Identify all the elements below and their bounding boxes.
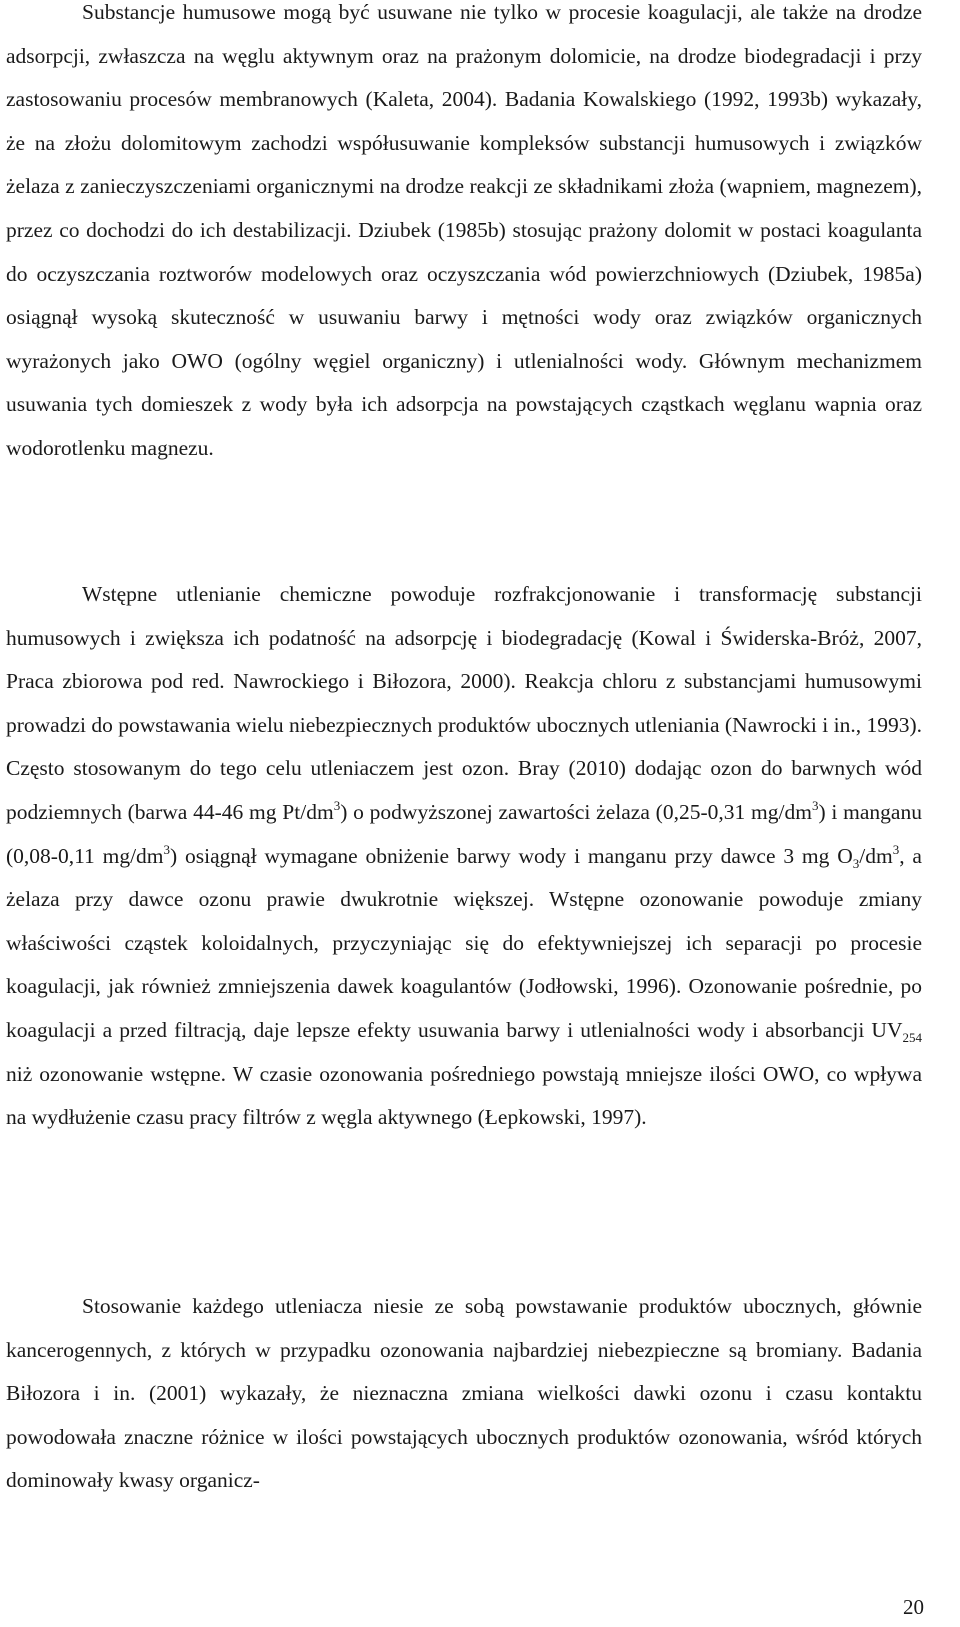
page-number: 20 [903,1595,924,1619]
paragraph-text: , a żelaza przy dawce ozonu prawie dwukrotnie większej. Wstępne ozonowanie powoduje zmiany właściwości cząstek koloidalnych, przyczyniając się do efektywniejszej ich separacji po procesie koagulacji, jak również zmniejszenia dawek koagulantów (Jodłowski, 1996). Ozonowanie pośrednie, po koagulacji a przed filtracją, daje lepsze efekty usuwania barwy i utlenialności wody i absorbancji UV [6,843,922,1042]
paragraph-humic-removal [6,0,922,471]
paragraph-text: niż ozonowanie wstępne. W czasie ozonowania pośredniego powstają mniejsze ilości OWO, co wpływa na wydłużenie czasu pracy filtrów z węgla aktywnego (Łepkowski, 1997). [6,1061,922,1130]
paragraph-text: ) osiągnął wymagane obniżenie barwy wody i manganu przy dawce 3 mg O [170,843,853,868]
paragraph-text: Substancje humusowe mogą być usuwane nie tylko w procesie koagulacji, ale także na drodze adsorpcji, zwłaszcza na węglu aktywnym oraz na prażonym dolomicie, na drodze biodegradacji i przy zastosowaniu procesów membranowych (Kaleta, 2004). Badania Kowalskiego (1992, 1993b) wykazały, że na złożu dolomitowym zachodzi współusuwanie kompleksów substancji humusowych i związków żelaza z zanieczyszczeniami organicznymi na drodze reakcji ze składnikami złoża (wapniem, magnezem), przez co dochodzi do ich destabilizacji. Dziubek (1985b) stosując prażony dolomit w postaci koagulanta do oczyszczania roztworów modelowych oraz oczyszczania wód powierzchniowych (Dziubek, 1985a) osiągnął wysoką skuteczność w usuwaniu barwy i mętności wody oraz związków organicznych wyrażonych jako OWO (ogólny węgiel organiczny) i utlenialności wody. Głównym mechanizmem usuwania tych domieszek z wody była ich adsorpcja na powstających cząstkach węglanu wapnia oraz wodorotlenku magnezu. [6,0,922,460]
paragraph-text: /dm [859,843,893,868]
paragraph-chemical-oxidation [6,573,922,1140]
paragraph-text: Wstępne utlenianie chemiczne powoduje rozfrakcjonowanie i transformację substancji humusowych i zwiększa ich podatność na adsorpcję i biodegradację (Kowal i Świderska-Bróż, 2007, Praca zbiorowa pod red. Nawrockiego i Biłozora, 2000). Reakcja chloru z substancjami humusowymi prowadzi do powstawania wielu niebezpiecznych produktów ubocznych utleniania (Nawrocki i in., 1993). Często stosowanym do tego celu utleniaczem jest ozon. Bray (2010) dodając ozon do barwnych wód podziemnych (barwa 44-46 mg Pt/dm [6,582,922,824]
subscript: 3 [852,855,860,871]
superscript: 3 [163,841,171,857]
paragraph-text: ) o podwyższonej zawartości żelaza (0,25-0,31 mg/dm [340,799,812,824]
paragraph-oxidant-byproducts [6,1285,922,1503]
paragraph-text: Stosowanie każdego utleniacza niesie ze sobą powstawanie produktów ubocznych, głównie kancerogennych, z których w przypadku ozonowania najbardziej niebezpieczne są bromiany. Badania Biłozora i in. (2001) wykazały, że nieznaczna zmiana wielkości dawki ozonu i czasu kontaktu powodowała znaczne różnice w ilości powstających ubocznych produktów ozonowania, wśród których dominowały kwasy organicz- [6,1294,922,1493]
subscript: 254 [902,1029,922,1045]
superscript: 3 [811,797,819,813]
paragraph-text: ) i manganu (0,08-0,11 mg/dm [6,799,922,868]
superscript: 3 [892,841,900,857]
superscript: 3 [333,797,341,813]
